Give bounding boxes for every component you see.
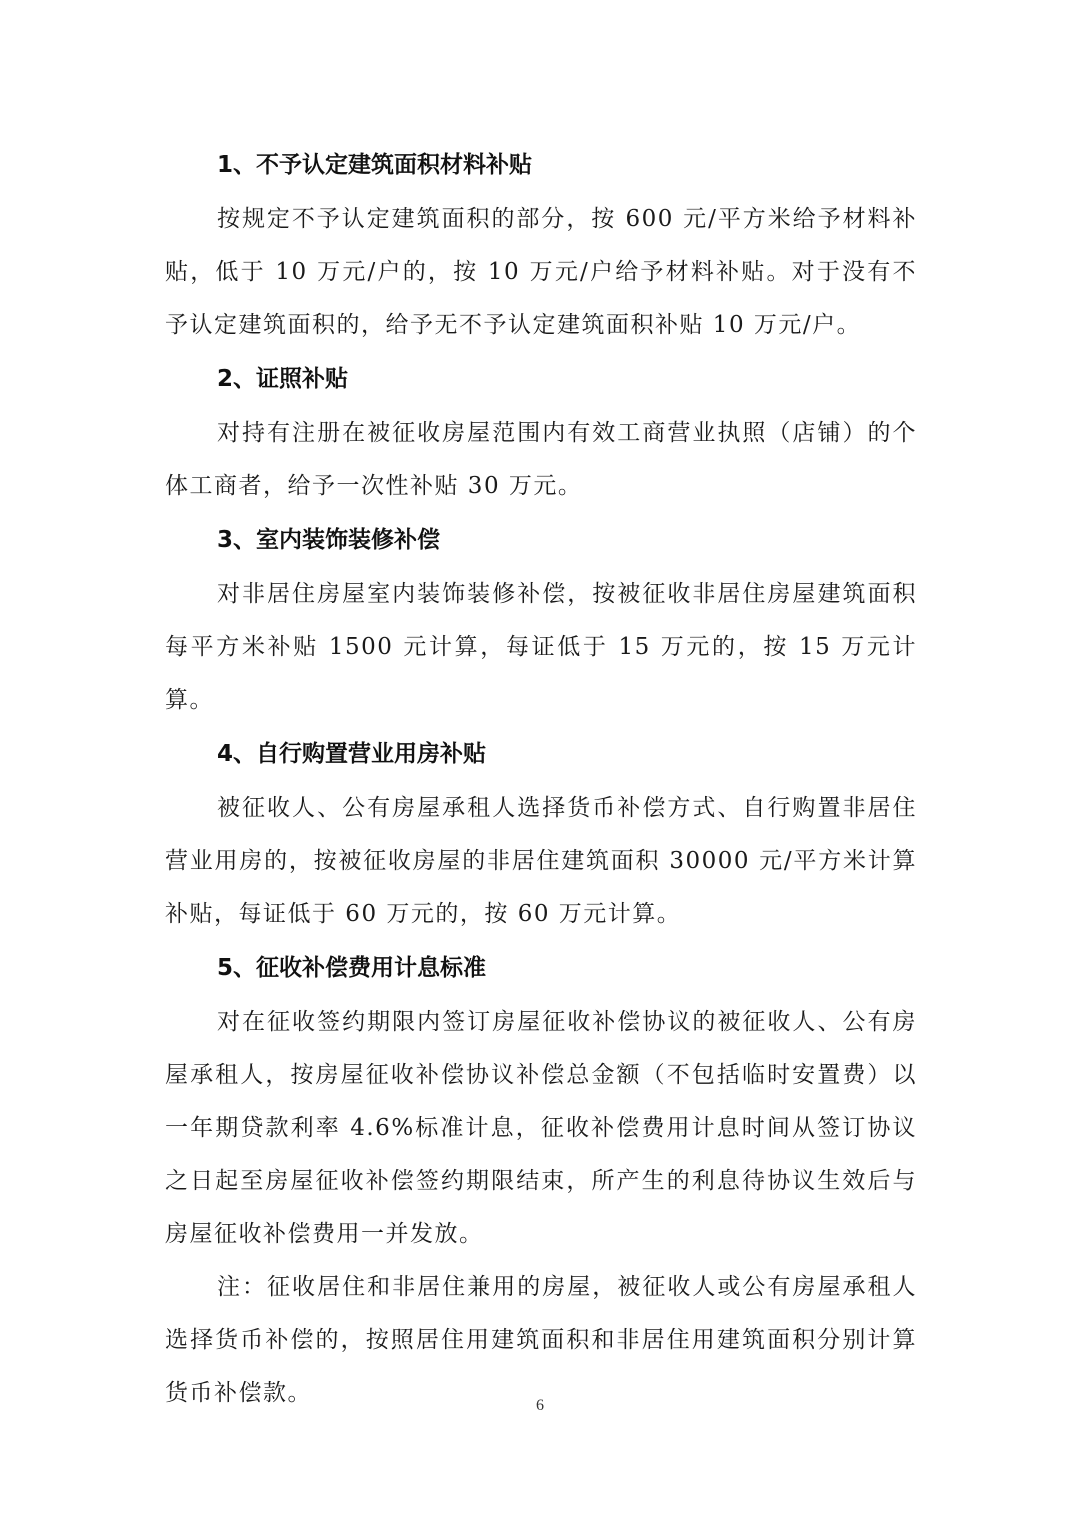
section-heading: 1、不予认定建筑面积材料补贴 — [217, 152, 533, 178]
section-interest-standard — [165, 941, 917, 1420]
section-material-subsidy — [165, 138, 917, 352]
document-body — [165, 138, 917, 1420]
page-number: 6 — [536, 1397, 544, 1414]
section-heading: 3、室内装饰装修补偿 — [217, 527, 441, 553]
section-heading: 5、征收补偿费用计息标准 — [217, 955, 487, 981]
note-paragraph: 注：征收居住和非居住兼用的房屋，被征收人或公有房屋承租人选择货币补偿的，按照居住用建筑面积和非居住用建筑面积分别计算货币补偿款。 — [165, 1274, 917, 1406]
section-paragraph: 对持有注册在被征收房屋范围内有效工商营业执照（店铺）的个体工商者，给予一次性补贴 30 万元。 — [165, 420, 917, 499]
section-paragraph: 按规定不予认定建筑面积的部分，按 600 元/平方米给予材料补贴，低于 10 万元/户的，按 10 万元/户给予材料补贴。对于没有不予认定建筑面积的，给予无不予认定建筑面积补贴 10 万元/户。 — [165, 206, 917, 338]
section-decoration-compensation — [165, 513, 917, 727]
section-heading: 2、证照补贴 — [217, 366, 349, 392]
section-heading: 4、自行购置营业用房补贴 — [217, 741, 487, 767]
section-license-subsidy — [165, 352, 917, 513]
section-business-premises-subsidy — [165, 727, 917, 941]
section-paragraph: 对非居住房屋室内装饰装修补偿，按被征收非居住房屋建筑面积每平方米补贴 1500 元计算，每证低于 15 万元的，按 15 万元计算。 — [165, 581, 917, 713]
section-paragraph: 被征收人、公有房屋承租人选择货币补偿方式、自行购置非居住营业用房的，按被征收房屋的非居住建筑面积 30000 元/平方米计算补贴，每证低于 60 万元的，按 60 万元计算。 — [165, 795, 917, 927]
section-paragraph: 对在征收签约期限内签订房屋征收补偿协议的被征收人、公有房屋承租人，按房屋征收补偿协议补偿总金额（不包括临时安置费）以一年期贷款利率 4.6%标准计息，征收补偿费用计息时间从签订协议之日起至房屋征收补偿签约期限结束，所产生的利息待协议生效后与房屋征收补偿费用一并发放。 — [165, 1009, 917, 1247]
